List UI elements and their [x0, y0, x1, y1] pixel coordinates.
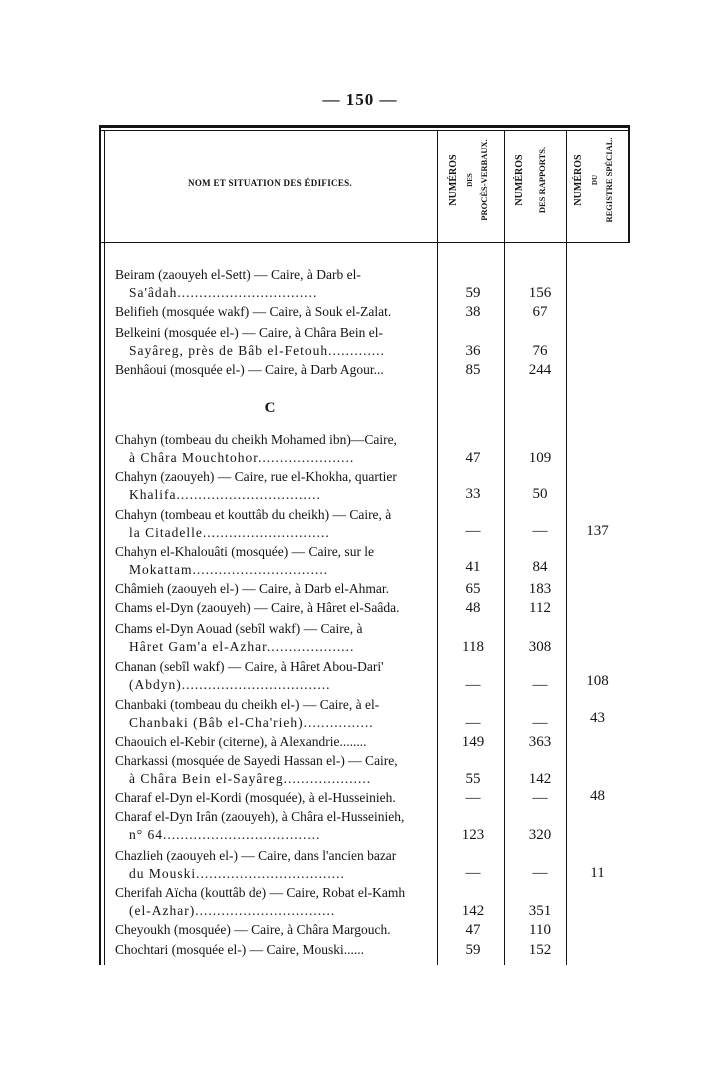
- rapport-number: 308: [528, 639, 552, 655]
- pv-number: —: [465, 677, 481, 693]
- pv-number: 149: [461, 734, 485, 750]
- rapport-number: 84: [532, 559, 548, 575]
- pv-number: 85: [465, 362, 481, 378]
- table-row: Chazlieh (zaouyeh el-) — Caire, dans l'ancien bazar du Mouski..................................: [115, 848, 397, 881]
- rapport-number: 320: [528, 827, 552, 843]
- pv-number: 33: [465, 486, 481, 502]
- col1-header-line-a: NUMÉROS: [448, 154, 459, 206]
- column-header-nom: NOM ET SITUATION DES ÉDIFICES.: [188, 178, 352, 188]
- table-top-rule: [99, 125, 630, 128]
- table-row: Benhâoui (mosquée el-) — Caire, à Darb Agour...: [115, 362, 384, 377]
- table-row: Chaouich el-Kebir (citerne), à Alexandrie........: [115, 734, 367, 749]
- table-row: Beiram (zaouyeh el-Sett) — Caire, à Darb el- Sa'âdah................................: [115, 267, 361, 300]
- rapport-number: 112: [529, 600, 551, 616]
- pv-number: —: [465, 865, 481, 881]
- rapport-number: 76: [532, 343, 548, 359]
- pv-number: 47: [465, 450, 481, 466]
- table-row: Belkeini (mosquée el-) — Caire, à Châra Bein el- Sayâreg, près de Bâb el-Fetouh.............: [115, 325, 385, 358]
- rapport-number: 363: [528, 734, 552, 750]
- table-left-rule: [99, 125, 101, 965]
- registre-number: 108: [586, 673, 609, 689]
- col2-header-line-b: DES RAPPORTS.: [537, 146, 547, 214]
- col2-header-line-a: NUMÉROS: [514, 154, 525, 206]
- rapport-number: —: [532, 865, 548, 881]
- rapport-number: 183: [528, 581, 552, 597]
- col3-header-line-a: NUMÉROS: [573, 154, 584, 206]
- table-row: Charaf el-Dyn Irân (zaouyeh), à Châra el-Husseinieh, n° 64....................................: [115, 809, 405, 842]
- rapport-number: —: [532, 715, 548, 731]
- section-letter: C: [264, 400, 276, 416]
- table-right-rule: [628, 125, 630, 243]
- table-row: Chahyn el-Khalouâti (mosquée) — Caire, sur le Mokattam...............................: [115, 544, 375, 577]
- rapport-number: —: [532, 677, 548, 693]
- pv-number: 59: [465, 285, 481, 301]
- pv-number: 41: [465, 559, 481, 575]
- rapport-number: 156: [528, 285, 552, 301]
- pv-number: —: [465, 715, 481, 731]
- col3-header-line-b: DU: [591, 174, 599, 186]
- table-row: Chahyn (tombeau et kouttâb du cheikh) — Caire, à la Citadelle.............................: [115, 507, 392, 540]
- table-row: Charaf el-Dyn el-Kordi (mosquée), à el-Husseinieh.: [115, 790, 396, 805]
- col1-header-line-c: PROCÈS-VERBAUX.: [479, 139, 489, 221]
- rapport-number: 110: [529, 922, 551, 938]
- pv-number: 36: [465, 343, 481, 359]
- table-row: Chahyn (tombeau du cheikh Mohamed ibn)—Caire, à Châra Mouchtohor......................: [115, 432, 397, 465]
- registre-number: 43: [590, 710, 605, 726]
- rapport-number: 50: [532, 486, 548, 502]
- table-row: Chahyn (zaouyeh) — Caire, rue el-Khokha, quartier Khalifa.................................: [115, 469, 397, 502]
- rapport-number: —: [532, 523, 548, 539]
- registre-number: 11: [590, 865, 605, 881]
- table-row: Belifieh (mosquée wakf) — Caire, à Souk el-Zalat.: [115, 304, 392, 319]
- rapport-number: 142: [528, 771, 552, 787]
- table-row: Cherifah Aïcha (kouttâb de) — Caire, Robat el-Kamh (el-Azhar)................................: [115, 885, 406, 918]
- col3-header-line-c: REGISTRE SPÉCIAL.: [604, 137, 614, 223]
- pv-number: —: [465, 523, 481, 539]
- table-left-rule-inner: [104, 130, 105, 965]
- table-row: Chams el-Dyn Aouad (sebîl wakf) — Caire, à Hâret Gam'a el-Azhar....................: [115, 621, 363, 654]
- rapport-number: 244: [528, 362, 552, 378]
- pv-number: 48: [465, 600, 481, 616]
- rapport-number: 152: [528, 942, 552, 958]
- table-row: Cheyoukh (mosquée) — Caire, à Châra Margouch.: [115, 922, 391, 937]
- table-row: Chochtari (mosquée el-) — Caire, Mouski......: [115, 942, 364, 957]
- pv-number: 142: [461, 903, 485, 919]
- rapport-number: 67: [532, 304, 548, 320]
- table-row: Châmieh (zaouyeh el-) — Caire, à Darb el-Ahmar.: [115, 581, 390, 596]
- registre-number: 137: [586, 523, 609, 539]
- pv-number: 38: [465, 304, 481, 320]
- table-row: Chams el-Dyn (zaouyeh) — Caire, à Hâret el-Saâda.: [115, 600, 400, 615]
- rapport-number: —: [532, 790, 548, 806]
- registre-number: 48: [590, 788, 605, 804]
- pv-number: 123: [461, 827, 485, 843]
- header-bottom-rule: [99, 242, 630, 243]
- pv-number: 118: [462, 639, 484, 655]
- table-row: Chanbaki (tombeau du cheikh el-) — Caire, à el- Chanbaki (Bâb el-Cha'rieh)................: [115, 697, 380, 730]
- pv-number: 65: [465, 581, 481, 597]
- pv-number: 47: [465, 922, 481, 938]
- col1-header-line-b: DES: [466, 173, 474, 187]
- rapport-number: 351: [528, 903, 552, 919]
- pv-number: 59: [465, 942, 481, 958]
- table-row: Chanan (sebîl wakf) — Caire, à Hâret Abou-Dari' (Abdyn)..................................: [115, 659, 384, 692]
- table-row: Charkassi (mosquée de Sayedi Hassan el-) — Caire, à Châra Bein el-Sayâreg....................: [115, 753, 398, 786]
- pv-number: 55: [465, 771, 481, 787]
- table-top-rule-thin: [99, 130, 630, 131]
- page-number: — 150 —: [322, 90, 398, 109]
- pv-number: —: [465, 790, 481, 806]
- rapport-number: 109: [528, 450, 552, 466]
